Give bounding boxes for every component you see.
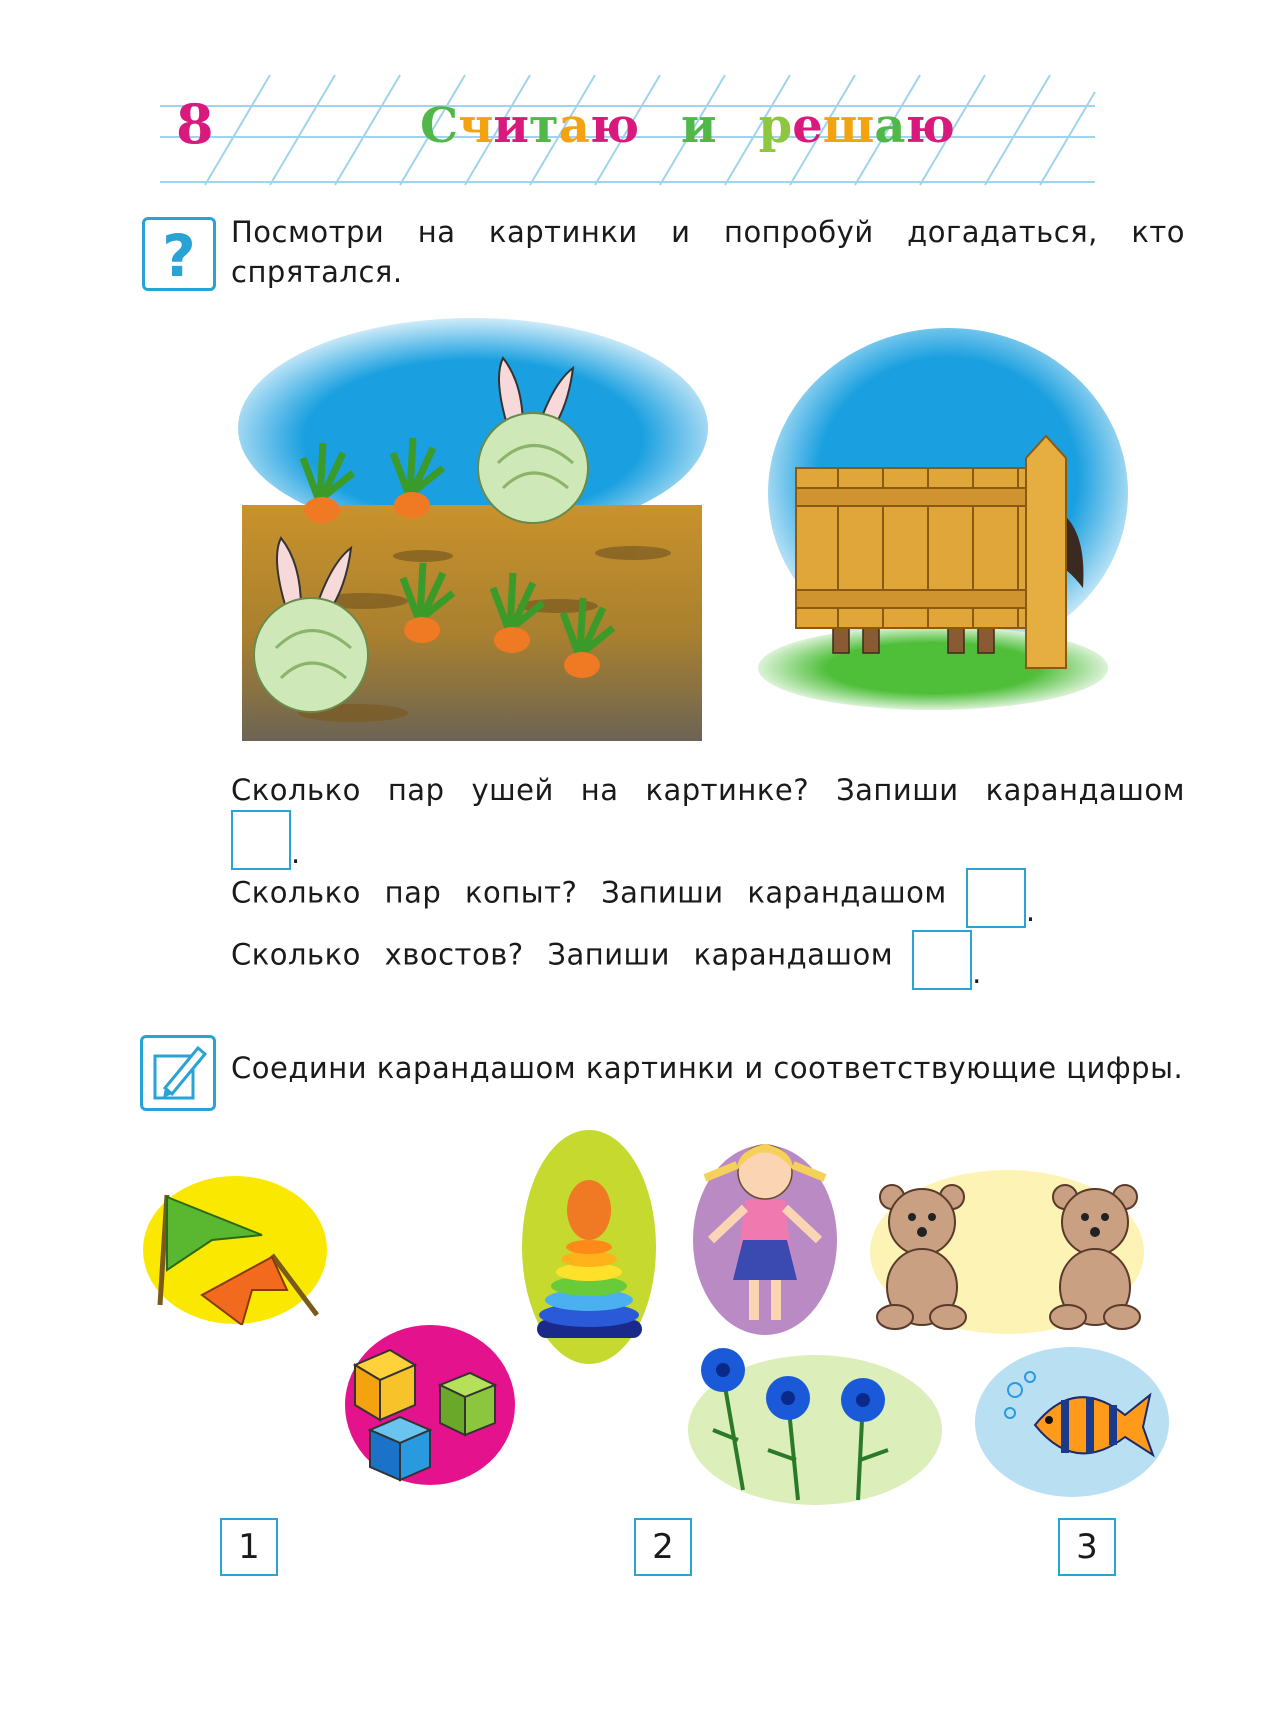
title-letter: ю <box>905 98 955 154</box>
title-word <box>759 98 955 154</box>
title-word <box>420 98 639 154</box>
answer-box-tails[interactable] <box>912 930 972 990</box>
page-title <box>420 98 955 154</box>
doll-picture[interactable] <box>693 1130 838 1335</box>
flags-picture[interactable] <box>142 1175 328 1325</box>
title-letter: ю <box>589 98 640 154</box>
question-ears <box>231 770 1185 810</box>
question-ears-answer-row <box>231 810 300 870</box>
question-tails-end: . <box>972 956 982 990</box>
answer-box-hooves[interactable] <box>966 868 1026 928</box>
cornflowers-picture[interactable] <box>688 1340 943 1505</box>
title-letter: т <box>528 98 559 154</box>
svg-text:?: ? <box>162 222 196 288</box>
question-ears-end: . <box>291 836 301 870</box>
title-letter: ш <box>822 98 875 154</box>
question-hooves-end: . <box>1025 894 1036 928</box>
title-letter: а <box>874 98 906 154</box>
title-letter: и <box>493 98 529 154</box>
task2-instruction: Соедини карандашом картинки и соответствующие цифры. <box>231 1051 1184 1085</box>
question-ears-text: Сколько пар ушей на картинке? Запиши карандашом <box>231 773 1185 807</box>
title-letter: С <box>420 98 459 154</box>
title-word <box>681 98 717 154</box>
pencil-write-icon <box>140 1035 216 1111</box>
question-hooves-text: Сколько пар копыт? Запиши карандашом <box>231 875 947 910</box>
title-letter: р <box>758 98 793 154</box>
title-letter: е <box>792 98 823 154</box>
garden-illustration <box>238 318 708 743</box>
ring-pyramid-picture[interactable] <box>522 1130 657 1365</box>
question-tails-row <box>231 930 1231 990</box>
title-letter: и <box>681 98 717 154</box>
cubes-picture[interactable] <box>345 1325 515 1485</box>
title-letter: а <box>558 98 590 154</box>
question-tails-text: Сколько хвостов? Запиши карандашом <box>231 937 894 972</box>
number-box-3[interactable]: 3 <box>1058 1518 1116 1576</box>
fence-illustration <box>758 328 1138 713</box>
title-letter: ч <box>458 98 494 154</box>
teddy-bears-picture[interactable] <box>870 1162 1145 1337</box>
answer-box-ears[interactable] <box>231 810 291 870</box>
question-hooves-row <box>231 868 1231 928</box>
page-number: 8 <box>176 92 214 156</box>
fish-picture[interactable] <box>975 1345 1170 1500</box>
number-box-2[interactable]: 2 <box>634 1518 692 1576</box>
number-box-1[interactable]: 1 <box>220 1518 278 1576</box>
task1-instruction: Посмотри на картинки и попробуй догадаться, кто спрятался. <box>231 215 1185 289</box>
question-icon <box>142 217 216 291</box>
